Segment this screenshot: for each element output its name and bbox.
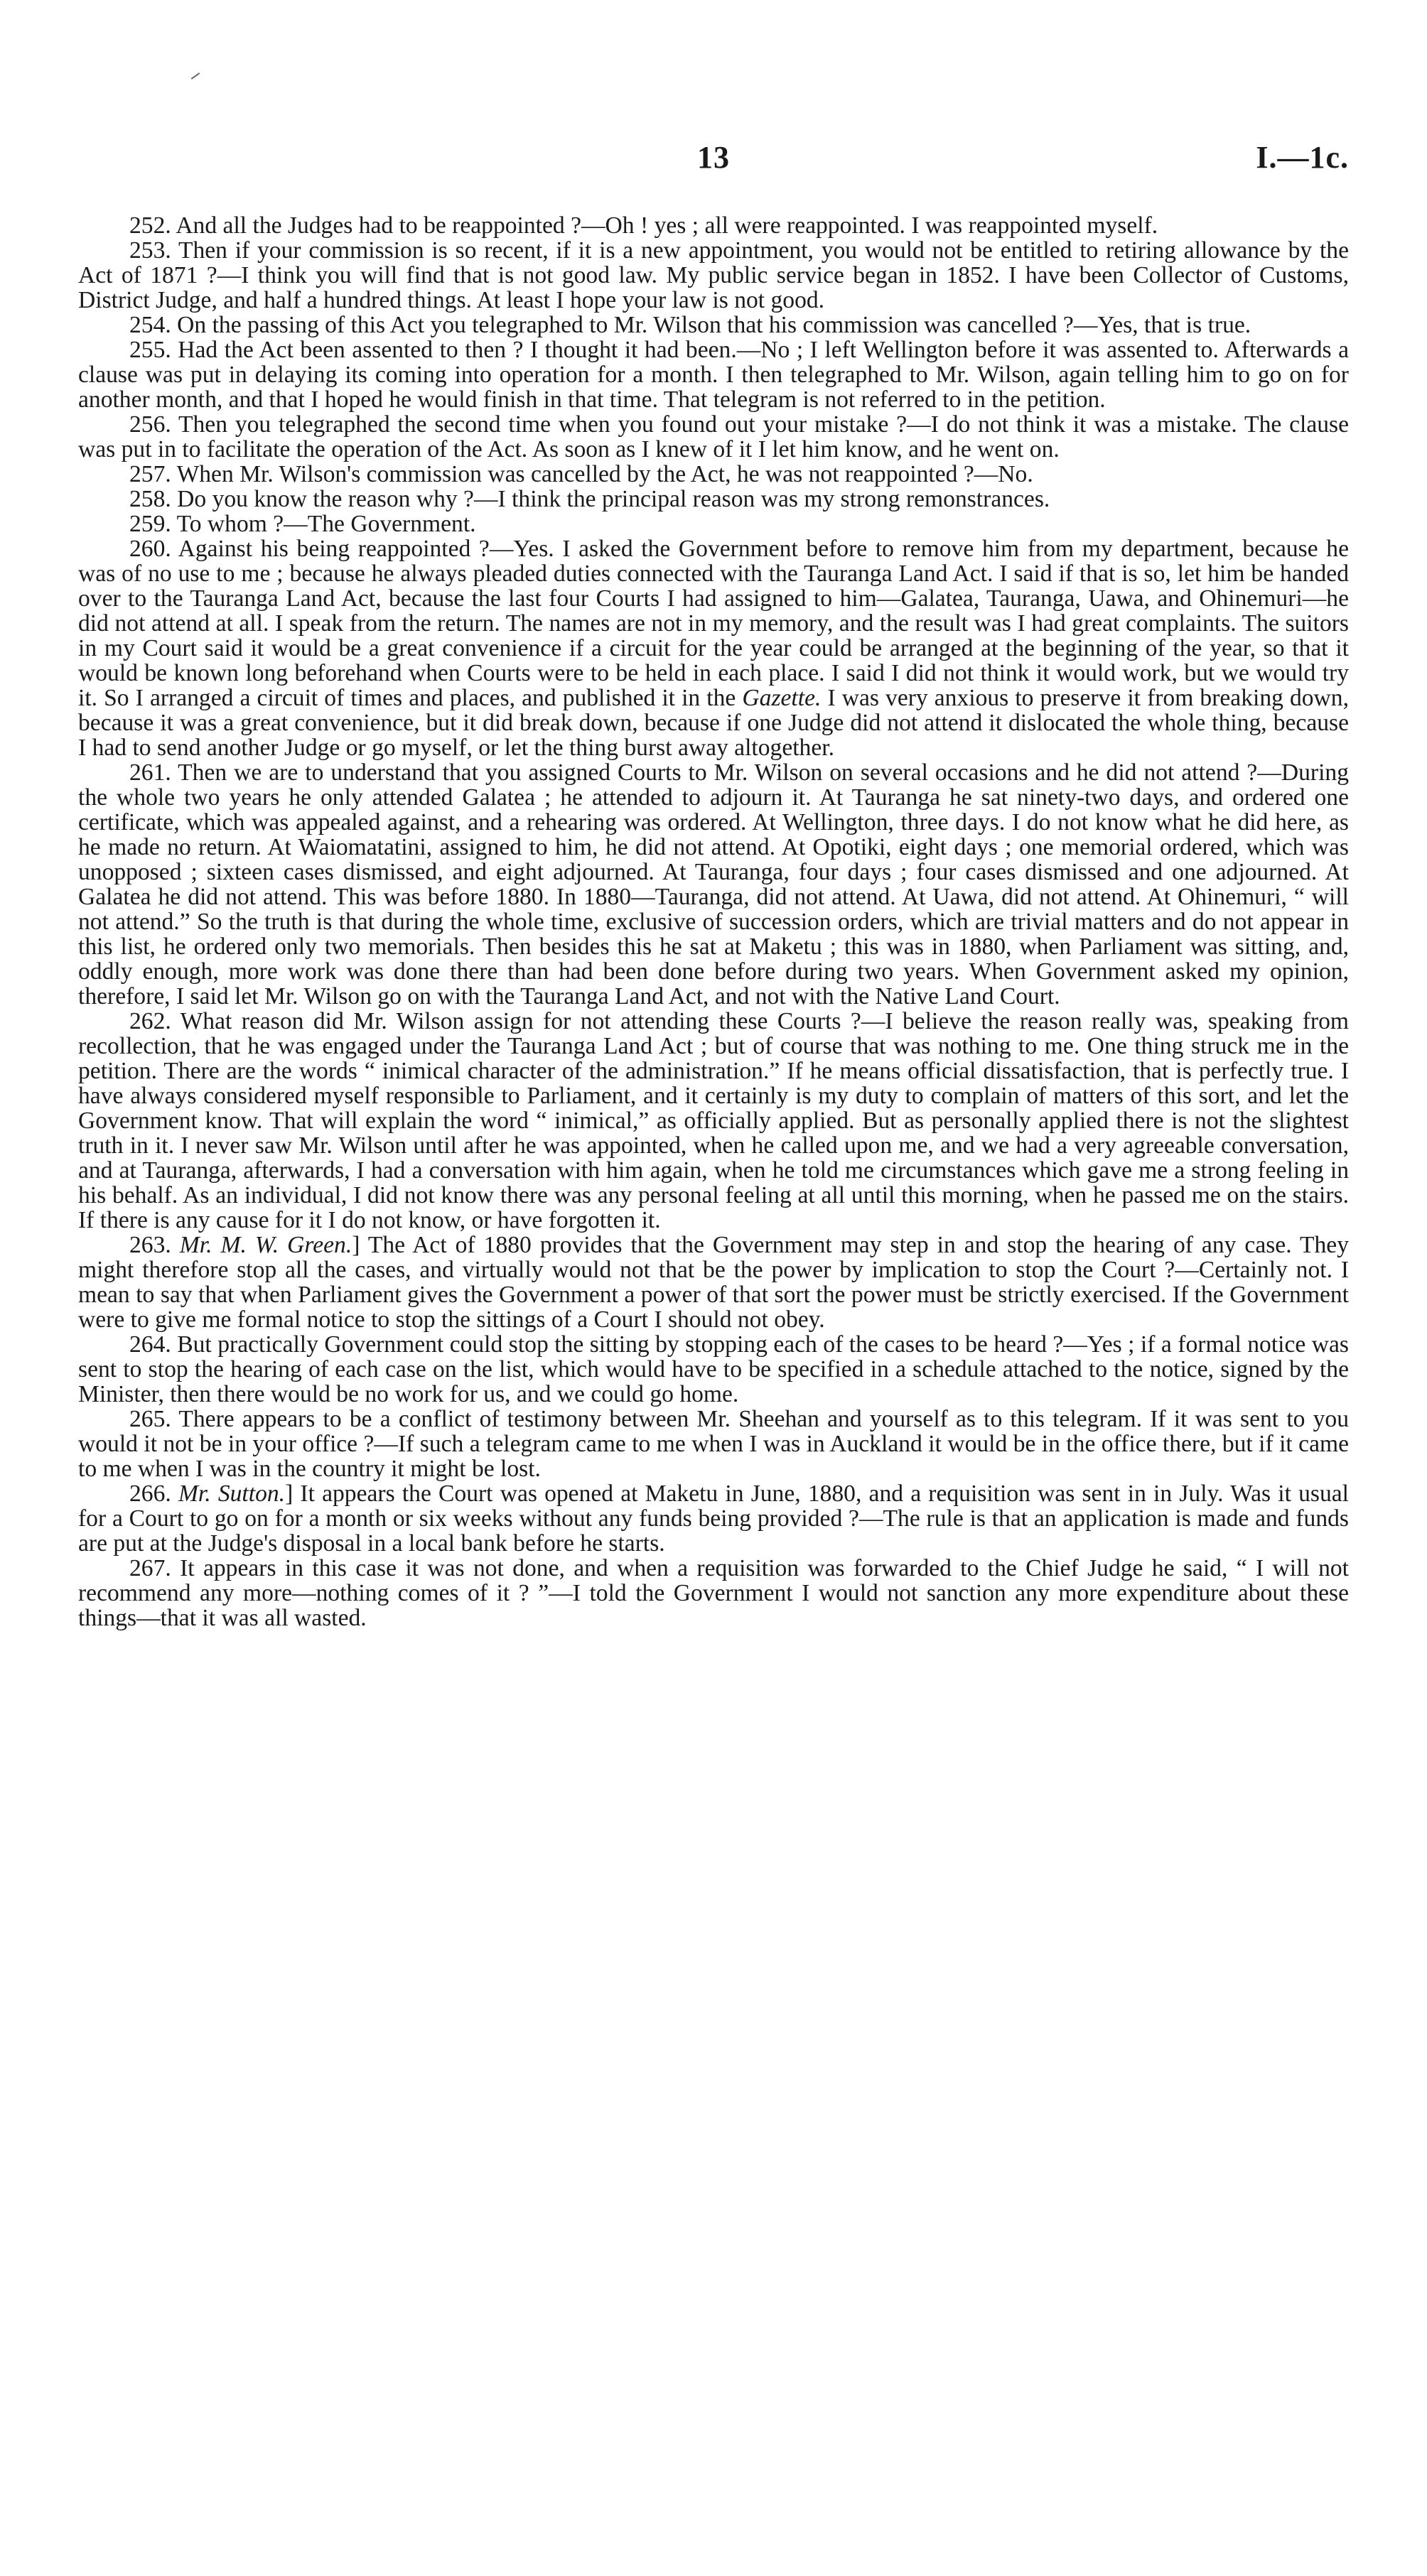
paragraph-text: Then we are to understand that you assigned Courts to Mr. Wilson on several occasions and he did not attend ?—During the whole two years he only attended Galatea ; he attended to adjourn it. At Tauranga he sat ninety-two days, and ordered one certificate, which was appealed against, and a rehearing was ordered. At Wellington, three days. I do not know what he did here, as he made no return. At Waiomatatini, assigned to him, he did not attend. At Opotiki, eight days ; one memorial ordered, which was unopposed ; sixteen cases dismissed, and eight adjourned. At Tauranga, four days ; four cases dismissed and one adjourned. At Galatea he did not attend. This was before 1880. In 1880—Tauranga, did not attend. At Uawa, did not attend. At Ohinemuri, “ will not attend.” So the truth is that during the whole time, exclusive of succession orders, which are trivial matters and do not appear in this list, he ordered only two memorials. Then besides this he sat at Maketu ; this was in 1880, when Parliament was sitting, and, oddly enough, more work was done there than had been done before during two years. When Government asked my opinion, therefore, I said let Mr. Wilson go on with the Tauranga Land Act, and not with the Native Land Court.	[78, 759, 1349, 1010]
paragraph-260	[78, 536, 1349, 760]
paragraph-text: To whom ?—The Government.	[176, 511, 476, 537]
paragraph-text: ] It appears the Court was opened at Maketu in June, 1880, and a requisition was sent in in July. Was it usual for a Court to go on for a month or six weeks without any funds being provided ?—The rule is that an application is made and funds are put at the Judge's disposal in a local bank before he starts.	[78, 1481, 1349, 1557]
question-number: 260.	[129, 536, 171, 562]
evidence-text	[78, 213, 1349, 1630]
paragraph-253	[78, 238, 1349, 313]
paragraph-259	[78, 512, 1349, 536]
paragraph-text: ] The Act of 1880 provides that the Government may step in and stop the hearing of any case. They might therefore stop all the cases, and virtually would not that be the power by implication to stop the Court ?—Certainly not. I mean to say that when Parliament gives the Government a power of that sort the power must be strictly exercised. If the Government were to give me formal notice to stop the sittings of a Court I should not obey.	[78, 1232, 1349, 1333]
paragraph-text: Had the Act been assented to then ? I thought it had been.—No ; I left Wellington before it was assented to. Afterwards a clause was put in delaying its coming into operation for a month. I then telegraphed to Mr. Wilson, again telling him to go on for another month, and that I hoped he would finish in that time. That telegram is not referred to in the petition.	[78, 337, 1349, 413]
paragraph-text: And all the Judges had to be reappointed ?—Oh ! yes ; all were reappointed. I was reappointed myself.	[176, 212, 1158, 239]
paragraph-258	[78, 487, 1349, 512]
paragraph-264	[78, 1332, 1349, 1407]
question-number: 259.	[129, 511, 171, 537]
paragraph-267	[78, 1556, 1349, 1630]
paragraph-text: Do you know the reason why ?—I think the principal reason was my strong remonstrances.	[177, 486, 1050, 512]
paragraph-text: But practically Government could stop the sitting by stopping each of the cases to be heard ?—Yes ; if a formal notice was sent to stop the hearing of each case on the list, which would have to be specified in a schedule attached to the notice, signed by the Minister, then there would be no work for us, and we could go home.	[78, 1331, 1349, 1407]
paragraph-text: Against his being reappointed ?—Yes. I asked the Government before to remove him from my department, because he was of no use to me ; because he always pleaded duties connected with the Tauranga Land Act. I said if that is so, let him be handed over to the Tauranga Land Act, because the last four Courts I had assigned to him—Galatea, Tauranga, Uawa, and Ohinemuri—he did not attend at all. I speak from the return. The names are not in my memory, and the result was I had great complaints. The suitors in my Court said it would be a great convenience if a circuit for the year could be arranged at the beginning of the year, so that it would be known long beforehand when Courts were to be held in each place. I said I did not think it would work, but we would try it. So I arranged a circuit of times and places, and published it in the	[78, 536, 1350, 711]
question-number: 257.	[129, 461, 171, 487]
speaker-name: Mr. Sutton.	[178, 1481, 286, 1507]
question-number: 255.	[129, 337, 171, 363]
paragraph-266	[78, 1481, 1349, 1556]
question-number: 261.	[129, 759, 171, 786]
paragraph-text: Then you telegraphed the second time when you found out your mistake ?—I do not think it was a mistake. The clause was put in to facilitate the operation of the Act. As soon as I knew of it I let him know, and he went on.	[78, 411, 1349, 462]
paragraph-text: Then if your commission is so recent, if it is a new appointment, you would not be entitled to retiring allowance by the Act of 1871 ?—I think you will find that is not good law. My public service began in 1852. I have been Collector of Customs, District Judge, and half a hundred things. At least I hope your law is not good.	[78, 237, 1349, 313]
paragraph-265	[78, 1407, 1349, 1481]
page-header	[78, 139, 1349, 182]
paragraph-text: When Mr. Wilson's commission was cancelled by the Act, he was not reappointed ?—No.	[176, 461, 1033, 487]
paragraph-257	[78, 462, 1349, 487]
question-number: 256.	[129, 411, 171, 438]
question-number: 266.	[129, 1481, 171, 1507]
paragraph-text: There appears to be a conflict of testimony between Mr. Sheehan and yourself as to this telegram. If it was sent to you would it not be in your office ?—If such a telegram came to me when I was in Auckland it would be in the office there, but if it came to me when I was in the country it might be lost.	[78, 1406, 1349, 1482]
stray-pen-mark	[191, 72, 200, 80]
question-number: 263.	[129, 1232, 171, 1258]
paragraph-text-continued: I was very anxious to preserve it from breaking down, because it was a great convenience, but it did break down, because if one Judge did not attend it dislocated the whole thing, because I had to send another Judge or go myself, or let the thing burst away altogether.	[78, 685, 1349, 761]
paragraph-263	[78, 1233, 1349, 1332]
paragraph-255	[78, 337, 1349, 412]
paragraph-254	[78, 313, 1349, 337]
paragraph-text: On the passing of this Act you telegraphed to Mr. Wilson that his commission was cancelled ?—Yes, that is true.	[177, 312, 1251, 338]
page-number: 13	[697, 140, 730, 175]
speaker-name: Mr. M. W. Green.	[179, 1232, 352, 1258]
question-number: 264.	[129, 1331, 171, 1358]
question-number: 252.	[129, 212, 171, 239]
document-reference: I.—1c.	[1256, 140, 1349, 175]
gazette-italic: Gazette.	[742, 685, 822, 711]
paragraph-262	[78, 1009, 1349, 1233]
question-number: 258.	[129, 486, 171, 512]
question-number: 254.	[129, 312, 171, 338]
paragraph-text: What reason did Mr. Wilson assign for not attending these Courts ?—I believe the reason really was, speaking from recollection, that he was engaged under the Tauranga Land Act ; but of course that was nothing to me. One thing struck me in the petition. There are the words “ inimical character of the administration.” If he means official dissatisfaction, that is perfectly true. I have always considered myself responsible to Parliament, and it certainly is my duty to complain of matters of this sort, and let the Government know. That will explain the word “ inimical,” as officially applied. But as personally applied there is not the slightest truth in it. I never saw Mr. Wilson until after he was appointed, when he called upon me, and we had a very agreeable conversation, and at Tauranga, afterwards, I had a conversation with him again, when he told me circumstances which gave me a strong feeling in his behalf. As an individual, I did not know there was any personal feeling at all until this morning, when he passed me on the stairs. If there is any cause for it I do not know, or have forgotten it.	[78, 1008, 1349, 1233]
question-number: 253.	[129, 237, 171, 264]
paragraph-252	[78, 213, 1349, 238]
question-number: 265.	[129, 1406, 171, 1432]
question-number: 262.	[129, 1008, 171, 1034]
question-number: 267.	[129, 1555, 171, 1581]
paragraph-261	[78, 760, 1349, 1009]
paragraph-256	[78, 412, 1349, 462]
paragraph-text: It appears in this case it was not done, and when a requisition was forwarded to the Chief Judge he said, “ I will not recommend any more—nothing comes of it ? ”—I told the Government I would not sanction any more expenditure about these things—that it was all wasted.	[78, 1555, 1349, 1631]
